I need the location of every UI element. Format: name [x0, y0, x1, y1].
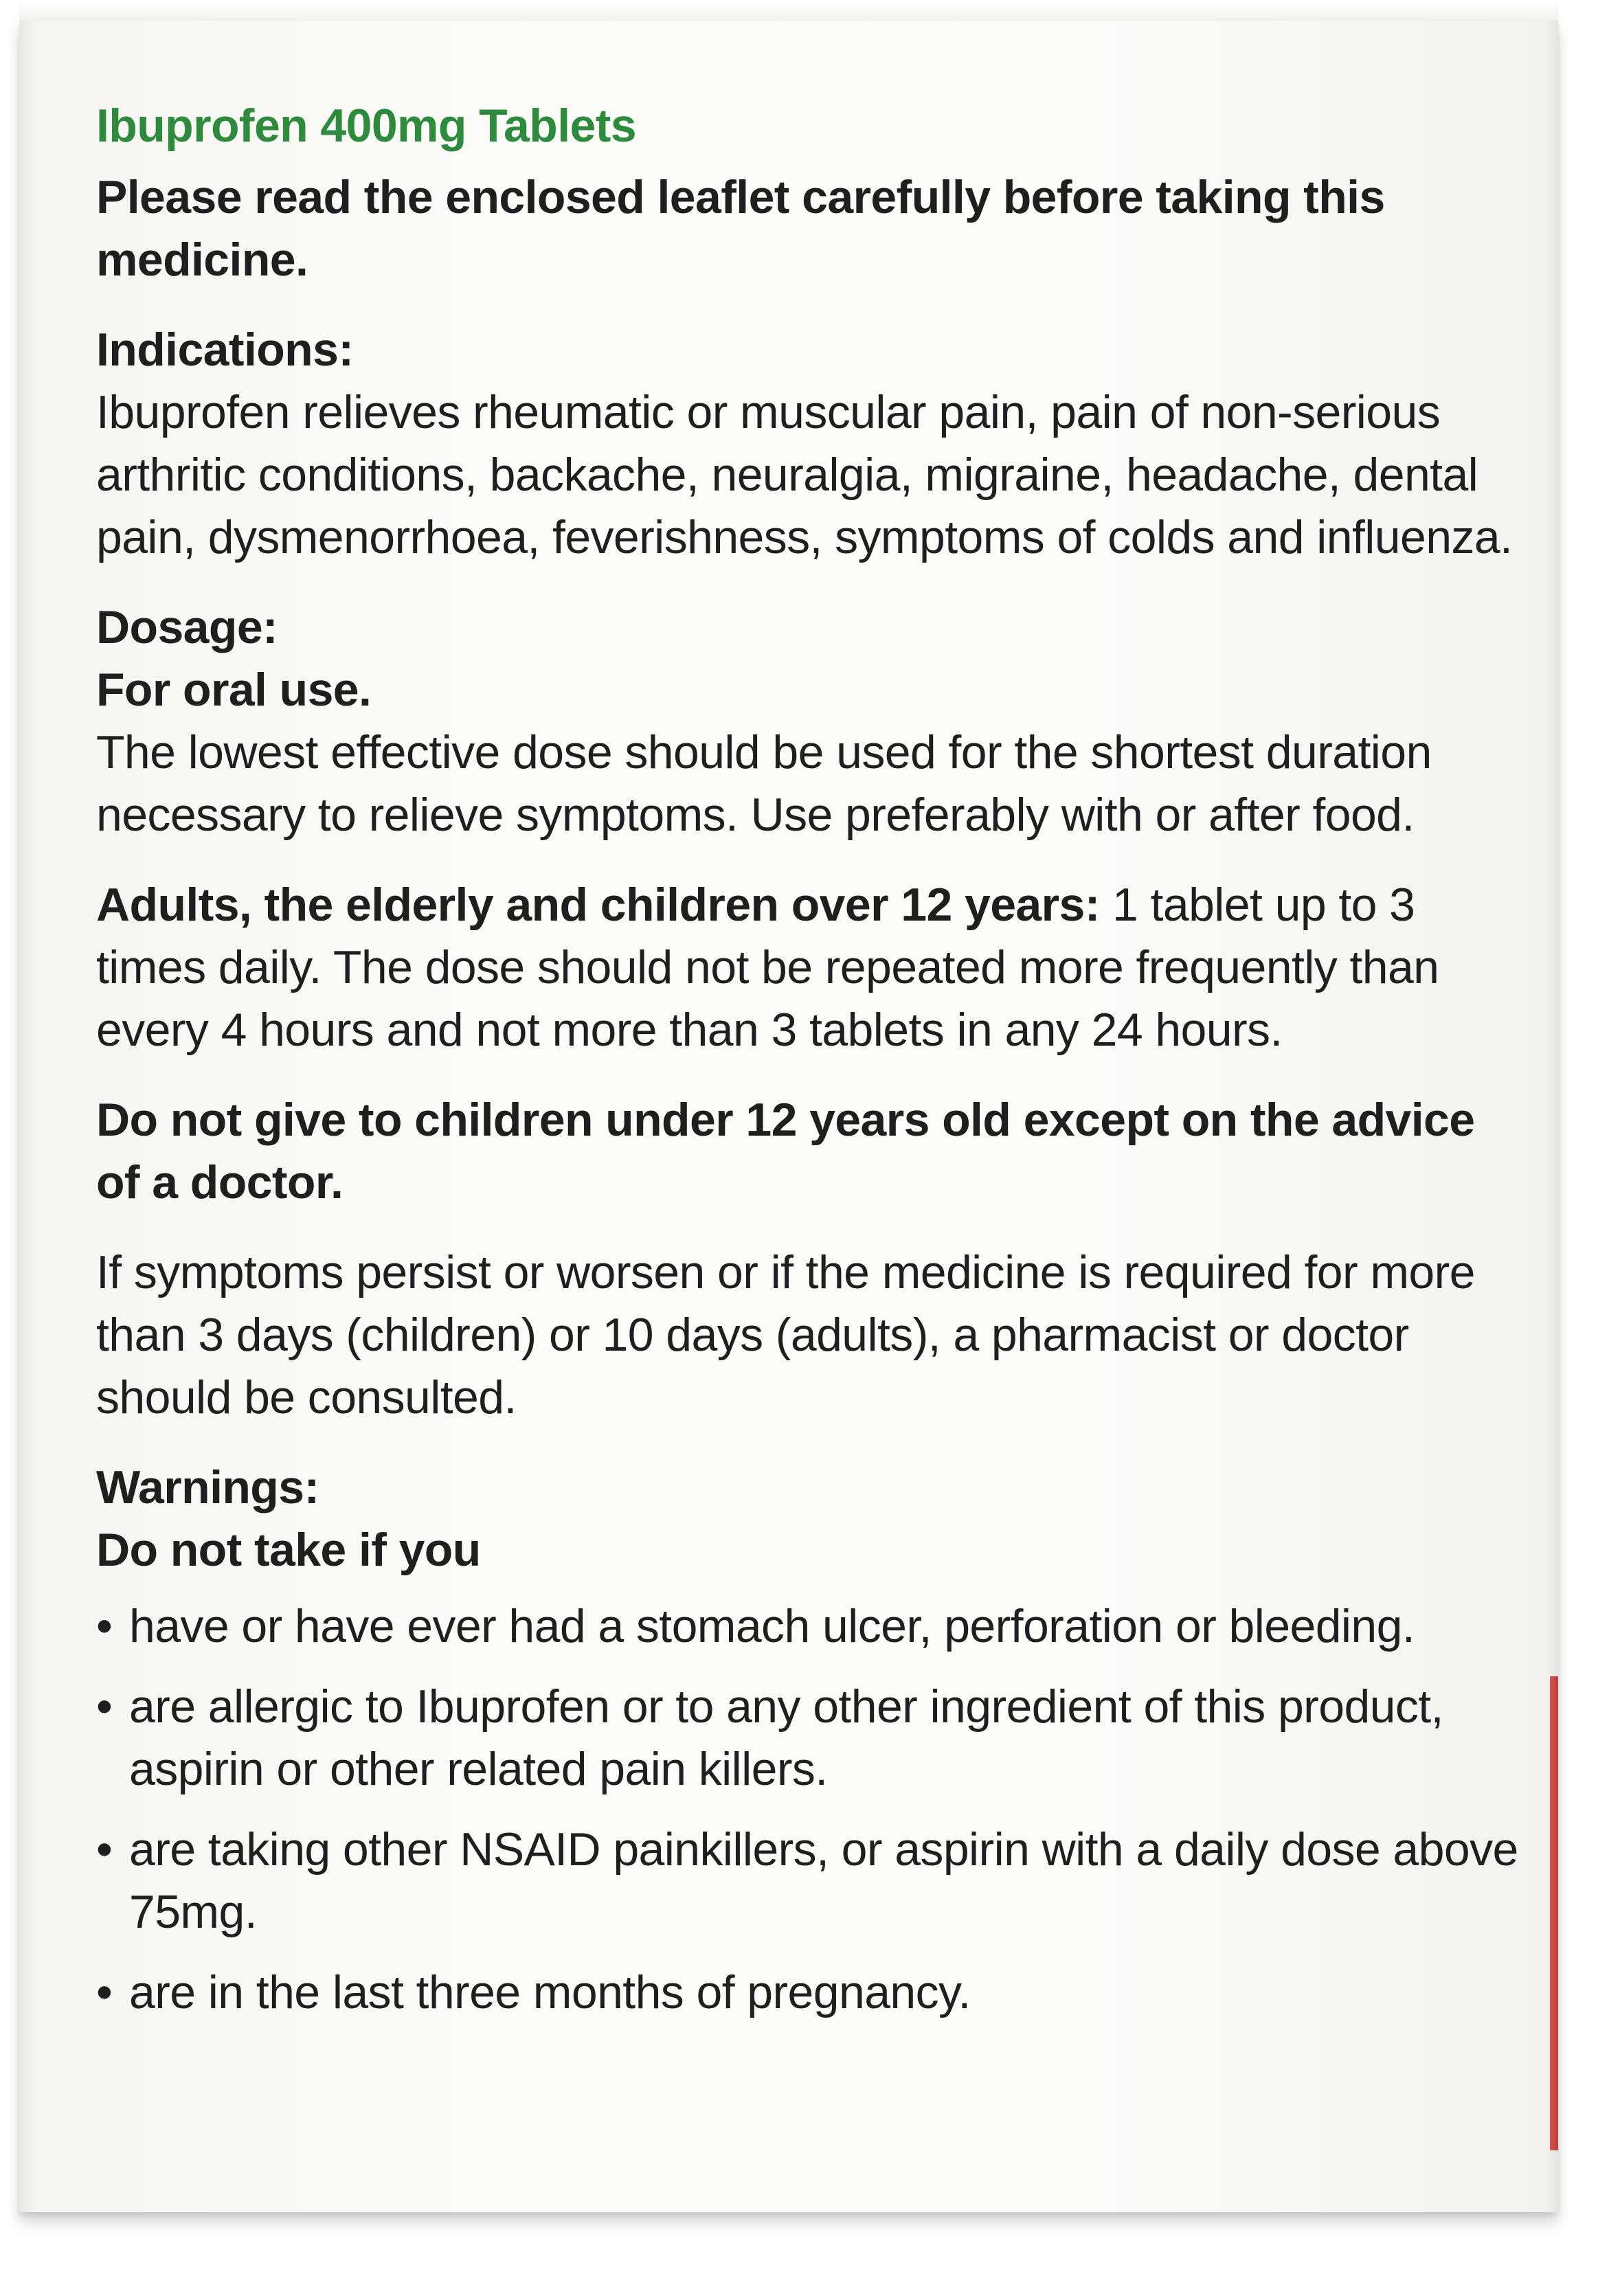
indications-section	[96, 319, 1525, 569]
warning-item-text: are allergic to Ibuprofen or to any other ingredient of this product, aspirin or other related pain killers.	[129, 1680, 1443, 1795]
list-item	[96, 1819, 1525, 1944]
bullet-icon: •	[96, 1966, 113, 2018]
bullet-icon: •	[96, 1600, 113, 1652]
children-warning: Do not give to children under 12 years old except on the advice of a doctor.	[96, 1094, 1475, 1208]
consult-doctor-text: If symptoms persist or worsen or if the medicine is required for more than 3 days (children) or 10 days (adults), a pharmacist or doctor should be consulted.	[96, 1246, 1475, 1423]
red-side-flap	[1550, 1676, 1558, 2150]
dosage-heading: Dosage:	[96, 601, 278, 653]
adult-dosage-text: 1 tablet up to 3 times daily. The dose should not be repeated more frequently than every 4 hours and not more than 3 tablets in any 24 hours.	[96, 879, 1439, 1056]
warnings-section	[96, 1456, 1525, 2024]
bullet-icon: •	[96, 1680, 113, 1733]
warnings-heading: Warnings:	[96, 1461, 319, 1513]
dosage-subheading: For oral use.	[96, 664, 372, 716]
warnings-subheading: Do not take if you	[96, 1524, 481, 1576]
indications-heading: Indications:	[96, 324, 354, 376]
box-top-edge	[19, 0, 1558, 23]
list-item	[96, 1676, 1525, 1801]
adult-dosage-label: Adults, the elderly and children over 12 years:	[96, 879, 1100, 931]
product-title: Ibuprofen 400mg Tablets	[96, 100, 636, 152]
warning-item-text: are taking other NSAID painkillers, or aspirin with a daily dose above 75mg.	[129, 1823, 1518, 1938]
warning-item-text: have or have ever had a stomach ulcer, perforation or bleeding.	[129, 1600, 1415, 1652]
list-item	[96, 1961, 1525, 2024]
warning-item-text: are in the last three months of pregnancy.	[129, 1966, 971, 2018]
indications-text: Ibuprofen relieves rheumatic or muscular pain, pain of non-serious arthritic conditions, backache, neuralgia, migraine, headache, dental pain, dysmenorrhoea, feverishness, symptoms of colds and influenza.	[96, 386, 1513, 563]
leaflet-notice: Please read the enclosed leaflet carefully before taking this medicine.	[96, 171, 1385, 286]
adult-dosage-paragraph	[96, 874, 1525, 1061]
dosage-section	[96, 596, 1525, 846]
medicine-box-back-panel	[19, 21, 1558, 2212]
label-text-area	[96, 95, 1525, 2042]
list-item	[96, 1595, 1525, 1658]
bullet-icon: •	[96, 1823, 113, 1876]
warnings-list	[96, 1595, 1525, 2024]
dosage-text: The lowest effective dose should be used for the shortest duration necessary to relieve symptoms. Use preferably with or after food.	[96, 726, 1432, 841]
